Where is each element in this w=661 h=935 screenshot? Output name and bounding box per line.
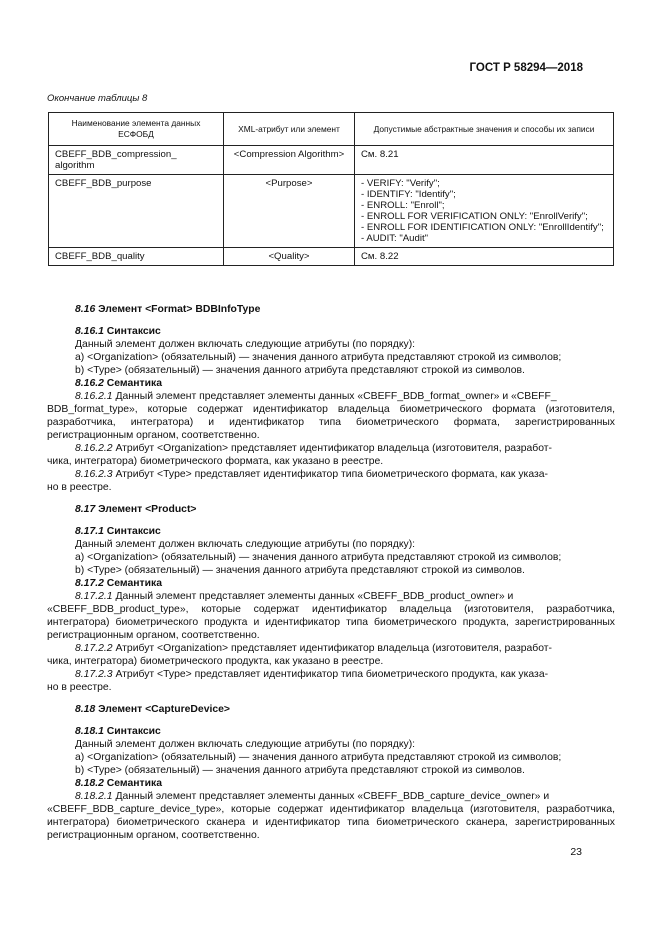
paragraph-continuation: «CBEFF_BDB_product_type», которые содержат идентификатор владельца (изготовителя, разработчика, интегратора) биометрического продукта и идентификатор типа биометрического продукта, зарегистрированных регистрационным органом, соответственно. <box>47 604 615 641</box>
paragraph: 8.17.2.2 Атрибут <Organization> представляет идентификатор владельца (изготовителя, разработ- <box>75 643 553 654</box>
column-header-xml: XML-атрибут или элемент <box>224 113 355 146</box>
subsection-heading: 8.16.1 Синтаксис <box>75 326 161 337</box>
table-row <box>49 248 614 266</box>
subsection-heading: 8.17.2 Семантика <box>75 578 162 589</box>
section-heading-8-17: 8.17 Элемент <Product> <box>75 504 197 515</box>
cell-values: См. 8.21 <box>355 146 614 175</box>
cell-xml-element: <Quality> <box>224 248 355 266</box>
attribute-item: а) <Organization> (обязательный) — значения данного атрибута представляют строкой из символов; <box>75 352 562 363</box>
paragraph-continuation: «CBEFF_BDB_capture_device_type», которые содержат идентификатор владельца (изготовителя, разработчика, интегратора) биометрического сканера и идентификатор типа биометрического сканера, зарегистрированных регистрационным органом, соответственно. <box>47 804 615 841</box>
attribute-item: b) <Type> (обязательный) — значения данного атрибута представляют строкой из символов. <box>75 565 525 576</box>
table-row <box>49 146 614 175</box>
paragraph: Данный элемент должен включать следующие атрибуты (по порядку): <box>75 339 416 350</box>
paragraph: 8.16.2.3 Атрибут <Type> представляет идентификатор типа биометрического формата, как указа- <box>75 469 548 480</box>
paragraph-continuation: но в реестре. <box>47 682 112 693</box>
section-heading-8-18: 8.18 Элемент <CaptureDevice> <box>75 704 230 715</box>
attribute-item: b) <Type> (обязательный) — значения данного атрибута представляют строкой из символов. <box>75 765 525 776</box>
paragraph: 8.18.2.1 Данный элемент представляет элементы данных «CBEFF_BDB_capture_device_owner» и <box>75 791 550 802</box>
subsection-heading: 8.16.2 Семантика <box>75 378 162 389</box>
table-header-row <box>49 113 614 146</box>
cell-element-name: CBEFF_BDB_quality <box>49 248 224 266</box>
attribute-item: а) <Organization> (обязательный) — значения данного атрибута представляют строкой из символов; <box>75 552 562 563</box>
subsection-heading: 8.18.1 Синтаксис <box>75 726 161 737</box>
cell-xml-element: <Compression Algorithm> <box>224 146 355 175</box>
attribute-item: а) <Organization> (обязательный) — значения данного атрибута представляют строкой из символов; <box>75 752 562 763</box>
paragraph: 8.17.2.1 Данный элемент представляет элементы данных «CBEFF_BDB_product_owner» и <box>75 591 514 602</box>
table-row <box>49 175 614 248</box>
paragraph: 8.16.2.1 Данный элемент представляет элементы данных «CBEFF_BDB_format_owner» и «CBEFF_ <box>75 391 557 402</box>
attribute-item: b) <Type> (обязательный) — значения данного атрибута представляют строкой из символов. <box>75 365 525 376</box>
paragraph: Данный элемент должен включать следующие атрибуты (по порядку): <box>75 739 416 750</box>
column-header-name: Наименование элемента данных ЕСФОБД <box>49 113 224 146</box>
data-elements-table <box>48 112 614 266</box>
cell-element-name: CBEFF_BDB_compression_ algorithm <box>49 146 224 175</box>
paragraph: 8.17.2.3 Атрибут <Type> представляет идентификатор типа биометрического продукта, как указа- <box>75 669 549 680</box>
document-body <box>47 303 615 842</box>
paragraph-continuation: чика, интегратора) биометрического продукта, как указано в реестре. <box>47 656 384 667</box>
paragraph: Данный элемент должен включать следующие атрибуты (по порядку): <box>75 539 416 550</box>
page-number: 23 <box>570 846 582 858</box>
cell-values: См. 8.22 <box>355 248 614 266</box>
section-heading-8-16: 8.16 Элемент <Format> BDBInfoType <box>75 304 261 315</box>
paragraph: 8.16.2.2 Атрибут <Organization> представляет идентификатор владельца (изготовителя, разработ- <box>75 443 553 454</box>
subsection-heading: 8.17.1 Синтаксис <box>75 526 161 537</box>
paragraph-continuation: но в реестре. <box>47 482 112 493</box>
paragraph-continuation: чика, интегратора) биометрического формата, как указано в реестре. <box>47 456 384 467</box>
column-header-values: Допустимые абстрактные значения и способы их записи <box>355 113 614 146</box>
table-caption: Окончание таблицы 8 <box>47 93 148 104</box>
cell-values: - VERIFY: "Verify"; - IDENTIFY: "Identify"; - ENROLL: "Enroll"; - ENROLL FOR VERIFICATION ONLY: "EnrollVerify"; - ENROLL FOR IDENTIFICATION ONLY: "EnrollIdentify"; - AUDIT: "Audit" <box>355 175 614 248</box>
cell-element-name: CBEFF_BDB_purpose <box>49 175 224 248</box>
document-code: ГОСТ Р 58294—2018 <box>469 62 583 74</box>
subsection-heading: 8.18.2 Семантика <box>75 778 162 789</box>
paragraph-continuation: BDB_format_type», которые содержат идентификатор владельца биометрического формата (изготовителя, разработчика, интегратора) и идентификатор типа биометрического формата, зарегистрированных регистрационным органом, соответственно. <box>47 404 615 441</box>
cell-xml-element: <Purpose> <box>224 175 355 248</box>
